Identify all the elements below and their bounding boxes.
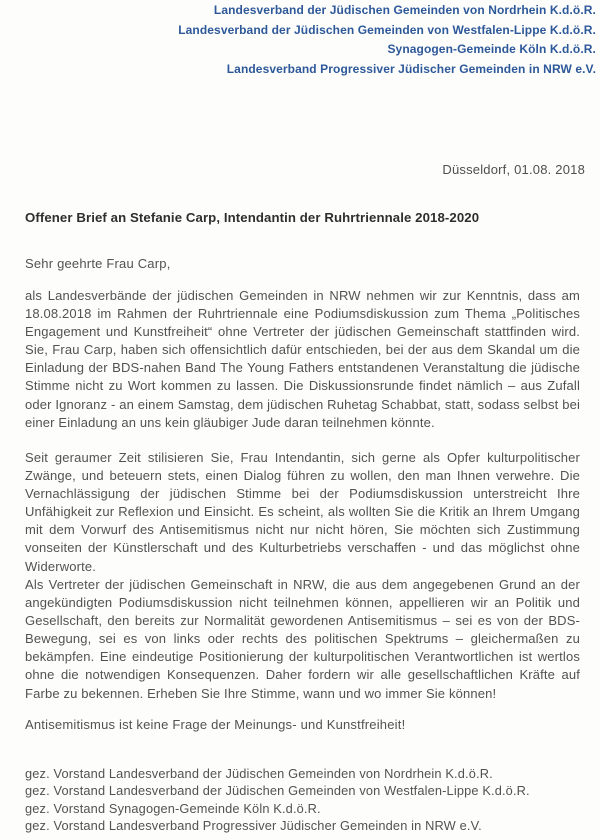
letterhead: [25, 1, 596, 79]
letterhead-line-koeln: Synagogen-Gemeinde Köln K.d.ö.R.: [387, 42, 596, 56]
signature-block: [25, 765, 590, 834]
signature-line-progressiver: gez. Vorstand Landesverband Progressiver Jüdischer Gemeinden in NRW e.V.: [25, 817, 482, 833]
closing-statement: Antisemitismus ist keine Frage der Meinungs- und Kunstfreiheit!: [25, 717, 406, 732]
signature-line-nordrhein: gez. Vorstand Landesverband der Jüdischen Gemeinden von Nordrhein K.d.ö.R.: [25, 766, 493, 781]
body-paragraph-2: Seit geraumer Zeit stilisieren Sie, Frau Intendantin, sich gerne als Opfer kulturpolitischer Zwänge, und beteuern stets, einen Dialog führen zu wollen, den man Ihnen verwehre. Die Vernachlässigung der jüdischen Stimme bei der Podiumsdiskussion unterstreicht Ihre Unfähigkeit zur Reflexion und Einsicht. Es scheint, als wollten Sie die Kritik an Ihrem Umgang mit dem Vorwurf des Antisemitismus nicht nur nicht hören, Sie möchten sich Zustimmung vonseiten der Künstlerschaft und des Kulturbetriebs verschaffen - und das möglichst ohne Widerworte.: [25, 450, 580, 574]
subject-line: Offener Brief an Stefanie Carp, Intendantin der Ruhrtriennale 2018-2020: [25, 210, 480, 225]
salutation: Sehr geehrte Frau Carp,: [25, 256, 171, 271]
signature-line-koeln: gez. Vorstand Synagogen-Gemeinde Köln K.d.ö.R.: [25, 800, 321, 816]
letterhead-line-westfalen-lippe: Landesverband der Jüdischen Gemeinden von Westfalen-Lippe K.d.ö.R.: [178, 22, 596, 37]
letterhead-line-progressiver: Landesverband Progressiver Jüdischer Gemeinden in NRW e.V.: [226, 61, 596, 76]
letterhead-line-nordrhein: Landesverband der Jüdischen Gemeinden von Nordrhein K.d.ö.R.: [213, 3, 596, 17]
dateline: Düsseldorf, 01.08. 2018: [442, 162, 585, 177]
body-paragraph-1: als Landesverbände der jüdischen Gemeinden in NRW nehmen wir zur Kenntnis, dass am 18.08.2018 im Rahmen der Ruhrtriennale eine Podiumsdiskussion zum Thema „Politisches Engagement und Kunstfreiheit“ ohne Vertreter der jüdischen Gemeinschaft stattfinden wird. Sie, Frau Carp, haben sich offensichtlich dafür entschieden, bei der aus dem Skandal um die Einladung der BDS-nahen Band The Young Fathers entstandenen Veranstaltung die jüdische Stimme nicht zu Wort kommen zu lassen. Die Diskussionsrunde findet nämlich – aus Zufall oder Ignoranz - an einem Samstag, dem jüdischen Ruhetag Schabbat, statt, sodass selbst bei einer Einladung an uns kein gläubiger Jude daran teilnehmen könnte.: [25, 288, 580, 430]
signature-line-westfalen-lippe: gez. Vorstand Landesverband der Jüdischen Gemeinden von Westfalen-Lippe K.d.ö.R.: [25, 783, 530, 799]
body-paragraph-3: Als Vertreter der jüdischen Gemeinschaft in NRW, die aus dem angegebenen Grund an der angekündigten Podiumsdiskussion nicht teilnehmen können, appellieren wir an Politik und Gesellschaft, den bereits zur Normalität gewordenen Antisemitismus – sei es von der BDS-Bewegung, sei es von links oder rechts des politischen Spektrums – gleichermaßen zu bekämpfen. Eine eindeutige Positionierung der kulturpolitischen Verantwortlichen ist wertlos ohne die notwendigen Konsequenzen. Daher fordern wir alle gesellschaftlichen Kräfte auf Farbe zu bekennen. Erheben Sie Ihre Stimme, wann und wo immer Sie können!: [25, 577, 580, 701]
